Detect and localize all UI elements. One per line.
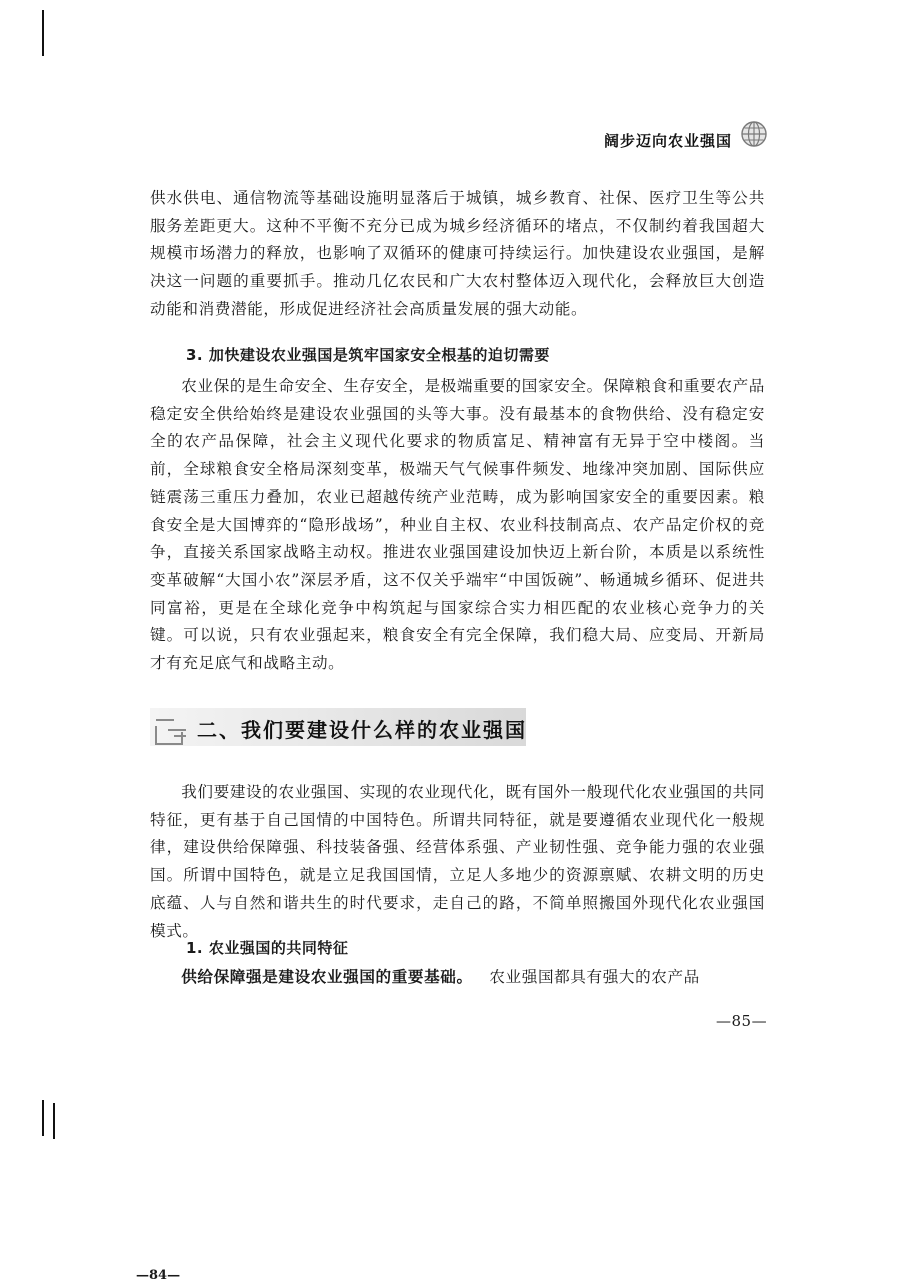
page-number: —85— bbox=[716, 1012, 768, 1030]
paragraph-4-text: 农业强国都具有强大的农产品 bbox=[489, 968, 700, 986]
crop-mark-top bbox=[42, 10, 44, 56]
subheading-1: 1. 农业强国的共同特征 bbox=[186, 939, 349, 957]
previous-page-number: —84— bbox=[136, 1268, 181, 1283]
paragraph-2: 农业保的是生命安全、生存安全，是极端重要的国家安全。保障粮食和重要农产品稳定安全供给始终是建设农业强国的头等大事。没有最基本的食物供给、没有稳定安全的农产品保障，社会主义现代化要求的物质富足、精神富有无异于空中楼阁。当前，全球粮食安全格局深刻变革，极端天气气候事件频发、地缘冲突加剧、国际供应链震荡三重压力叠加，农业已超越传统产业范畴，成为影响国家安全的重要因素。粮食安全是大国博弈的“隐形战场”，种业自主权、农业科技制高点、农产品定价权的竞争，直接关系国家战略主动权。推进农业强国建设加快迈上新台阶，本质是以系统性变革破解“大国小农”深层矛盾，这不仅关乎端牢“中国饭碗”、畅通城乡循环、促进共同富裕，更是在全球化竞争中构筑起与国家综合实力相匹配的农业核心竞争力的关键。可以说，只有农业强起来，粮食安全有完全保障，我们稳大局、应变局、开新局才有充足底气和战略主动。 bbox=[150, 377, 765, 673]
paragraph-3: 我们要建设的农业强国、实现的农业现代化，既有国外一般现代化农业强国的共同特征，更有基于自己国情的中国特色。所谓共同特征，就是要遵循农业现代化一般规律，建设供给保障强、科技装备强、经营体系强、产业韧性强、竞争能力强的农业强国。所谓中国特色，就是立足我国国情，立足人多地少的资源禀赋、农耕文明的历史底蕴、人与自然和谐共生的时代要求，走自己的路，不简单照搬国外现代化农业强国模式。 bbox=[150, 783, 765, 940]
section-marker-icon bbox=[152, 716, 190, 748]
paragraph-1: 供水供电、通信物流等基础设施明显落后于城镇，城乡教育、社保、医疗卫生等公共服务差距更大。这种不平衡不充分已成为城乡经济循环的堵点，不仅制约着我国超大规模市场潜力的释放，也影响了双循环的健康可持续运行。加快建设农业强国，是解决这一问题的重要抓手。推动几亿农民和广大农村整体迈入现代化，会释放巨大创造动能和消费潜能，形成促进经济社会高质量发展的强大动能。 bbox=[150, 189, 765, 318]
running-header-title: 阔步迈向农业强国 bbox=[604, 132, 733, 150]
crop-mark-bottom-b bbox=[53, 1103, 55, 1139]
crop-mark-bottom-a bbox=[42, 1100, 44, 1136]
section-title: 二、我们要建设什么样的农业强国 bbox=[197, 718, 527, 742]
subheading-3: 3. 加快建设农业强国是筑牢国家安全根基的迫切需要 bbox=[186, 346, 550, 364]
paragraph-4 bbox=[150, 964, 765, 992]
paragraph-4-lead: 供给保障强是建设农业强国的重要基础。 bbox=[181, 968, 473, 986]
globe-icon bbox=[740, 120, 768, 148]
